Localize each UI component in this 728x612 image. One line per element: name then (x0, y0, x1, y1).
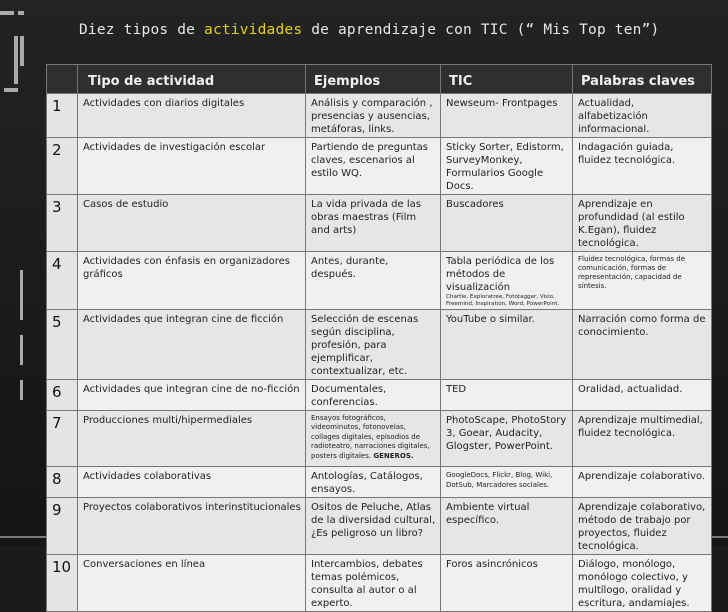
row-number: 5 (47, 310, 78, 380)
title-post: de aprendizaje con TIC (“ Mis Top ten”) (302, 22, 660, 38)
row-ejemplos: Ositos de Peluche, Atlas de la diversidad cultural, ¿Es peligroso un libro? (306, 498, 441, 555)
table-row (47, 411, 712, 467)
deco-bar-3 (14, 36, 18, 84)
header-num (47, 65, 78, 94)
title-pre: Diez tipos de (79, 22, 205, 38)
row-tic: Ambiente virtual específico. (441, 498, 573, 555)
row-ejemplos: Ensayos fotográficos, videominutos, fotonovelas, collages digitales, episodios de radioteatro, narraciones digitales, posters digitales. (311, 414, 430, 460)
slide-title (79, 19, 689, 41)
row-tic-cell (441, 252, 573, 310)
row-number: 1 (47, 94, 78, 138)
row-tic: PhotoScape, PhotoStory 3, Goear, Audacity, Glogster, PowerPoint. (441, 411, 573, 467)
row-tic-small: Chartle, Exploratree, Fototagger, Visio, Freemind, Inspiration, Word, PowerPoint. (446, 294, 560, 307)
table-row (47, 252, 712, 310)
row-ejemplos: Selección de escenas según disciplina, profesión, para ejemplificar, contextualizar, etc. (306, 310, 441, 380)
title-highlight: actividades (204, 22, 303, 38)
row-tic: GoogleDocs, Flickr, Blog, Wiki, DotSub, Marcadores sociales. (441, 467, 573, 498)
row-ejemplos: Antologías, Catálogos, ensayos. (306, 467, 441, 498)
row-tic: Tabla periódica de los métodos de visualización (446, 256, 555, 293)
row-claves: Aprendizaje colaborativo, método de trabajo por proyectos, fluidez tecnológica. (573, 498, 712, 555)
row-claves: Actualidad, alfabetización informacional. (573, 94, 712, 138)
row-actividad: Actividades colaborativas (78, 467, 306, 498)
row-claves: Fluidez tecnológica, formas de comunicación, formas de representación, capacidad de síntesis. (573, 252, 712, 310)
row-claves: Indagación guiada, fluidez tecnológica. (573, 138, 712, 195)
row-actividad: Proyectos colaborativos interinstitucionales (78, 498, 306, 555)
row-actividad: Actividades que integran cine de no-ficción (78, 380, 306, 411)
table-row (47, 195, 712, 252)
row-ejemplos: Intercambios, debates temas polémicos, consulta al autor o al experto. (306, 555, 441, 612)
row-ejemplos: La vida privada de las obras maestras (Film and arts) (306, 195, 441, 252)
row-actividad: Actividades con énfasis en organizadores gráficos (78, 252, 306, 310)
deco-bar-7 (20, 335, 23, 365)
row-actividad: Producciones multi/hipermediales (78, 411, 306, 467)
deco-bar-1 (0, 11, 14, 15)
row-ejemplos-cell (306, 411, 441, 467)
row-claves: Oralidad, actualidad. (573, 380, 712, 411)
row-number: 3 (47, 195, 78, 252)
table-row (47, 555, 712, 612)
row-number: 7 (47, 411, 78, 467)
row-ejemplos: Documentales, conferencias. (306, 380, 441, 411)
deco-bar-2 (18, 11, 24, 15)
header-tipo: Tipo de actividad (78, 65, 306, 94)
header-claves: Palabras claves (573, 65, 712, 94)
header-tic: TIC (441, 65, 573, 94)
table-row (47, 310, 712, 380)
row-actividad: Conversaciones en línea (78, 555, 306, 612)
row-actividad: Casos de estudio (78, 195, 306, 252)
row-tic: Sticky Sorter, Edistorm, SurveyMonkey, Formularios Google Docs. (441, 138, 573, 195)
row-claves: Diálogo, monólogo, monólogo colectivo, y multílogo, oralidad y escritura, andamiajes. (573, 555, 712, 612)
deco-bar-8 (20, 380, 23, 400)
table-row (47, 380, 712, 411)
row-tic: Newseum- Frontpages (441, 94, 573, 138)
table-row (47, 467, 712, 498)
row-claves: Narración como forma de conocimiento. (573, 310, 712, 380)
row-number: 9 (47, 498, 78, 555)
row-claves: Aprendizaje colaborativo. (573, 467, 712, 498)
row-claves: Aprendizaje en profundidad (al estilo K.Egan), fluidez tecnológica. (573, 195, 712, 252)
row-claves: Aprendizaje multimedial, fluidez tecnológica. (573, 411, 712, 467)
header-ejemplos: Ejemplos (306, 65, 441, 94)
table-row (47, 138, 712, 195)
row-tic: YouTube o similar. (441, 310, 573, 380)
activities-table (46, 64, 712, 612)
row-ejemplos-bold: GENEROS. (373, 451, 414, 460)
row-tic: TED (441, 380, 573, 411)
row-number: 2 (47, 138, 78, 195)
deco-bar-6 (20, 270, 23, 320)
row-number: 8 (47, 467, 78, 498)
table-row (47, 94, 712, 138)
row-tic: Buscadores (441, 195, 573, 252)
row-actividad: Actividades con diarios digitales (78, 94, 306, 138)
row-tic: Foros asincrónicos (441, 555, 573, 612)
row-ejemplos: Análisis y comparación , presencias y ausencias, metáforas, links. (306, 94, 441, 138)
row-ejemplos: Partiendo de preguntas claves, escenarios al estilo WQ. (306, 138, 441, 195)
table-header-row (47, 65, 712, 94)
deco-bar-4 (20, 36, 24, 66)
row-number: 10 (47, 555, 78, 612)
row-actividad: Actividades de investigación escolar (78, 138, 306, 195)
row-actividad: Actividades que integran cine de ficción (78, 310, 306, 380)
deco-bar-5 (4, 88, 18, 92)
row-ejemplos: Antes, durante, después. (306, 252, 441, 310)
row-number: 4 (47, 252, 78, 310)
row-number: 6 (47, 380, 78, 411)
